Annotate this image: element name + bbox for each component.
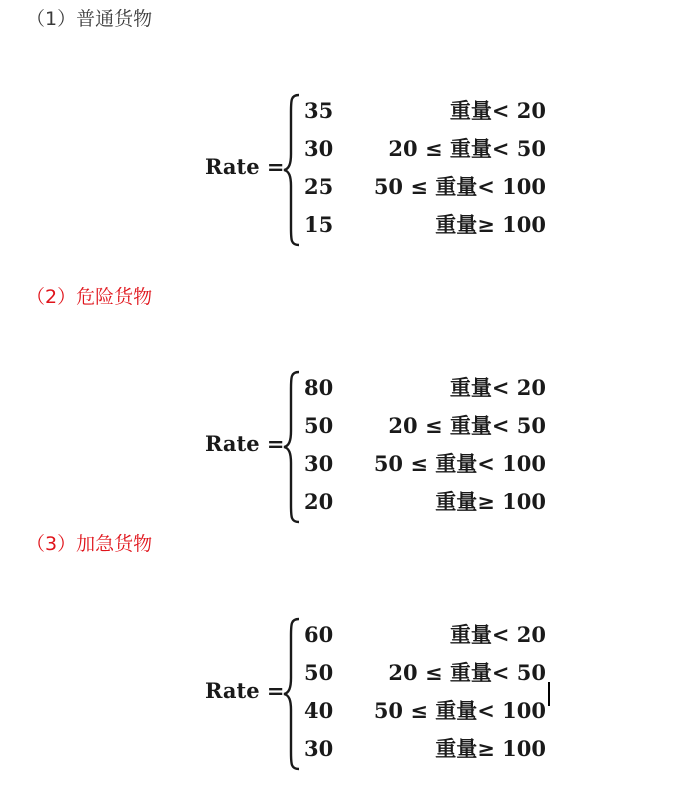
case-row	[0, 622, 676, 660]
weight-condition: 重量≥ 100	[435, 736, 546, 761]
weight-condition: 20 ≤ 重量< 50	[388, 136, 546, 161]
case-row	[0, 698, 676, 736]
case-row	[0, 736, 676, 774]
rate-value: 50	[304, 660, 334, 685]
rate-value: 50	[304, 413, 334, 438]
section-heading-dangerous-goods: （2）危险货物	[26, 286, 153, 308]
case-row	[0, 174, 676, 212]
weight-condition: 重量≥ 100	[435, 489, 546, 514]
formula-lhs: Rate =	[205, 154, 285, 179]
formula-lhs: Rate =	[205, 431, 285, 456]
case-row	[0, 660, 676, 698]
rate-formula-express-goods	[0, 616, 676, 776]
weight-condition: 20 ≤ 重量< 50	[388, 413, 546, 438]
section-heading-general-goods: （1）普通货物	[26, 8, 153, 30]
weight-condition: 重量< 20	[449, 622, 546, 647]
rate-formula-general-goods	[0, 92, 676, 252]
rate-value: 80	[304, 375, 334, 400]
formula-lhs: Rate =	[205, 678, 285, 703]
weight-condition: 重量< 20	[449, 375, 546, 400]
case-row	[0, 451, 676, 489]
rate-value: 15	[304, 212, 334, 237]
case-row	[0, 375, 676, 413]
weight-condition: 重量≥ 100	[435, 212, 546, 237]
case-row	[0, 413, 676, 451]
rate-value: 25	[304, 174, 334, 199]
case-row	[0, 212, 676, 250]
weight-condition: 重量< 20	[449, 98, 546, 123]
weight-condition: 50 ≤ 重量< 100	[373, 174, 546, 199]
weight-condition: 50 ≤ 重量< 100	[373, 698, 546, 723]
rate-value: 30	[304, 136, 334, 161]
section-heading-express-goods: （3）加急货物	[26, 533, 153, 555]
rate-value: 40	[304, 698, 334, 723]
rate-value: 35	[304, 98, 334, 123]
case-row	[0, 98, 676, 136]
case-row	[0, 489, 676, 527]
rate-value: 20	[304, 489, 334, 514]
rate-formula-dangerous-goods	[0, 369, 676, 529]
weight-condition: 50 ≤ 重量< 100	[373, 451, 546, 476]
case-row	[0, 136, 676, 174]
rate-value: 30	[304, 736, 334, 761]
rate-value: 60	[304, 622, 334, 647]
rate-value: 30	[304, 451, 334, 476]
weight-condition: 20 ≤ 重量< 50	[388, 660, 546, 685]
text-cursor	[548, 682, 550, 706]
